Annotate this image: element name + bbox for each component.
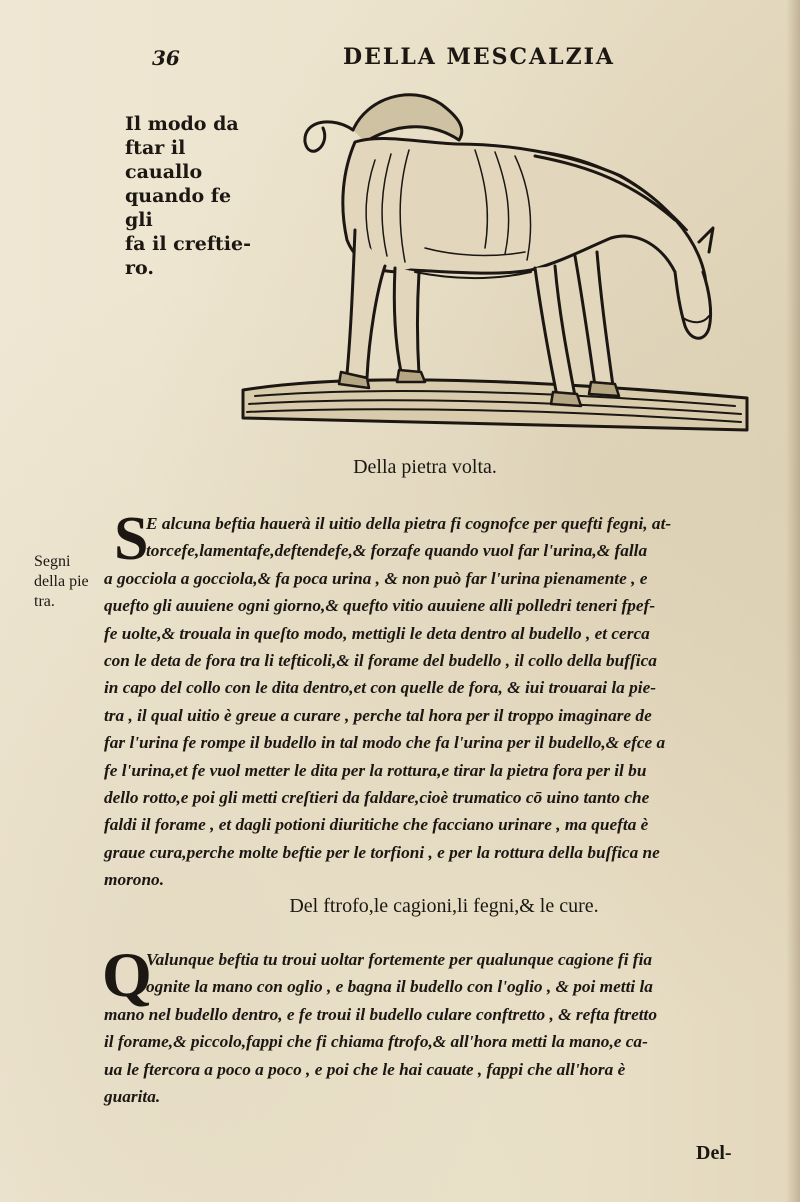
text-line: graue cura,perche molte beftie per le torfioni , e per la rottura della buſfica ne [104, 842, 660, 862]
text-line: far l'urina fe rompe il budello in tal modo che fa l'urina per il budello,& efce a [104, 733, 666, 753]
text-line: con le deta de fora tra li tefticoli,& il forame del budello , il collo della bufſica [104, 651, 657, 671]
caption-text: Della pietra volta. [353, 456, 497, 478]
catchword: Del- [696, 1142, 732, 1164]
marginal-note-line: della pie [34, 573, 89, 590]
text-line: ognite la mano con oglio , e bagna il budello con l'oglio , & poi metti la [146, 977, 653, 997]
marginal-note-line: tra. [34, 593, 55, 610]
text-line: mano nel budello dentro, e fe troui il budello culare conftretto , & refta ftretto [104, 1004, 657, 1024]
running-head: DELLA MESCALZIA [343, 44, 615, 70]
text-line: dello rotto,e poi gli metti creſtieri da faldare,cioè trumatico cō uino tanto che [104, 788, 650, 808]
paragraph-strofo [104, 946, 790, 1110]
text-line: torcefe,lamentafe,deftendefe,& forzafe quando vuol far l'urina,& falla [146, 541, 648, 561]
marginal-note-line: fa il creftie- [125, 233, 251, 255]
text-line: fe uolte,& trouala in queſto modo, mettigli le deta dentro al budello , et cerca [104, 623, 650, 643]
text-line: ua le ftercora a poco a poco , e poi che le hai cauate , fappi che all'hora è [104, 1059, 626, 1079]
section-heading-strofo [0, 895, 800, 918]
text-line: tra , il qual uitio è greue a curare , perche tal hora per il troppo imaginare de [104, 705, 652, 725]
page-number: 36 [152, 46, 180, 70]
marginal-note-line: quando fe gli [125, 185, 232, 231]
text-line: E alcuna beftia hauerà il uitio della pietra fi cognofce per quefti fegni, at- [146, 514, 672, 533]
text-line: Valunque beftia tu troui uoltar fortemente per qualunque cagione fi fia [146, 950, 653, 969]
marginal-note-line: ftar il cauallo [125, 137, 203, 183]
heading-text: Del ftrofo,le cagioni,li fegni,& le cure. [289, 895, 599, 917]
text-line: faldi il forame , et dagli potioni diuritiche che facciano urinare , ma quefta è [104, 815, 649, 835]
marginal-note-line: Segni [34, 553, 71, 570]
text-line: in capo del collo con le dita dentro,et con quelle de fora, & iui trouarai la pie- [104, 678, 657, 698]
illustration-caption [0, 456, 800, 479]
text-line: guarita. [104, 1087, 161, 1107]
paragraph-pietra [104, 505, 790, 894]
drop-cap-s: S [114, 505, 149, 573]
text-line: il forame,& piccolo,fappi che fi chiama ftrofo,& all'hora metti la mano,e ca- [104, 1032, 648, 1052]
text-line: quefto gli auuiene ogni giorno,& quefto vitio auuiene alli polledri teneri fpef- [104, 596, 656, 616]
marginal-note-line: ro. [125, 257, 154, 279]
drop-cap-q: Q [102, 939, 152, 1010]
text-line: a gocciola a gocciola,& fa poca urina , & non può far l'urina pienamente , e [104, 568, 648, 588]
text-line: fe l'urina,et fe vuol metter le dita per la rottura,e tirar la pietra fora per il bu [104, 760, 647, 780]
marginal-note-line: Il modo da [125, 113, 239, 135]
text-line: morono. [104, 870, 165, 890]
marginal-note-stone-signs [34, 552, 114, 612]
woodcut-horse-illustration [235, 80, 755, 440]
